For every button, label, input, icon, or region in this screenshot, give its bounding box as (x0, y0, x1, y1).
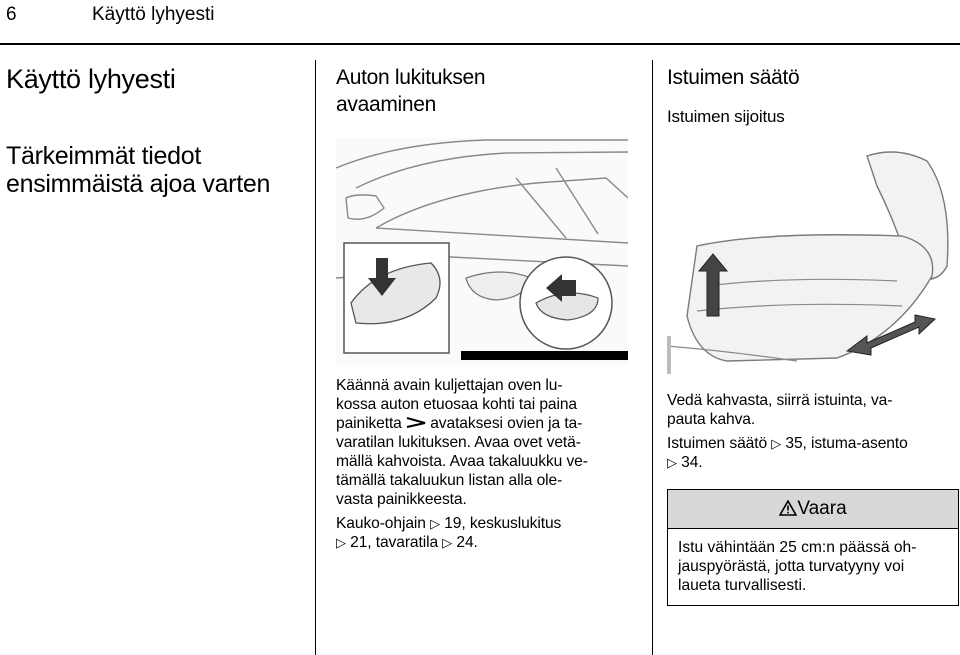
header-rule (0, 43, 960, 45)
column-divider-right (652, 60, 653, 655)
column-divider-left (315, 60, 316, 655)
section-title-seat: Istuimen säätö (667, 66, 800, 89)
reference-link[interactable]: 19, keskuslukitus (444, 515, 562, 532)
seat-references-paragraph: Istuimen säätö ▷ 35, istuma-asento ▷ 34. (667, 435, 908, 471)
warning-triangle-icon (779, 500, 797, 516)
page-header (0, 0, 960, 46)
page-number: 6 (6, 4, 17, 25)
car-door-illustration (336, 138, 628, 365)
unlock-paragraph: Käännä avain kuljettajan oven lu- kossa auton etuosaa kohti tai paina painiketta avataksesi ovien ja ta- varatilan lukituksen. Avaa ovet vetä- mällä kahvoista. Avaa takaluukku ve- tämällä takaluukun listan alla ole- vasta painikkeesta. (336, 377, 588, 508)
seat-adjust-figure (667, 136, 960, 374)
warning-title: Vaara (797, 498, 847, 519)
seat-illustration (667, 136, 960, 374)
seat-instructions (667, 391, 959, 477)
arrow-reference-icon: ▷ (442, 535, 453, 550)
arrow-reference-icon: ▷ (430, 516, 440, 531)
chapter-title: Käyttö lyhyesti (6, 64, 176, 94)
subsection-title-seat-position: Istuimen sijoitus (667, 107, 785, 126)
arrow-reference-icon: ▷ (667, 455, 677, 470)
car-door-unlock-figure (336, 138, 628, 365)
arrow-reference-icon: ▷ (336, 535, 346, 550)
warning-box (667, 489, 959, 606)
reference-link[interactable]: 21, tavaratila (350, 534, 439, 551)
running-title: Käyttö lyhyesti (92, 4, 215, 25)
reference-link[interactable]: 35, istuma-asento (785, 435, 908, 452)
reference-link[interactable]: 34. (681, 454, 703, 471)
unlock-instructions (336, 376, 636, 557)
references-paragraph: Kauko-ohjain ▷ 19, keskuslukitus ▷ 21, tavaratila ▷ 24. (336, 515, 562, 551)
reference-link[interactable]: 24. (456, 534, 478, 551)
warning-body: Istu vähintään 25 cm:n päässä oh- jauspyörästä, jotta turvatyyny voi laueta turvallisesti. (678, 539, 917, 594)
seat-paragraph: Vedä kahvasta, siirrä istuinta, va- pauta kahva. (667, 392, 893, 428)
chapter-subtitle: Tärkeimmät tiedot ensimmäistä ajoa varten (6, 142, 271, 198)
section-title-unlocking: Auton lukituksen avaaminen (336, 66, 486, 116)
warning-header (668, 490, 958, 529)
arrow-reference-icon: ▷ (771, 436, 782, 451)
unlock-icon (406, 416, 426, 428)
